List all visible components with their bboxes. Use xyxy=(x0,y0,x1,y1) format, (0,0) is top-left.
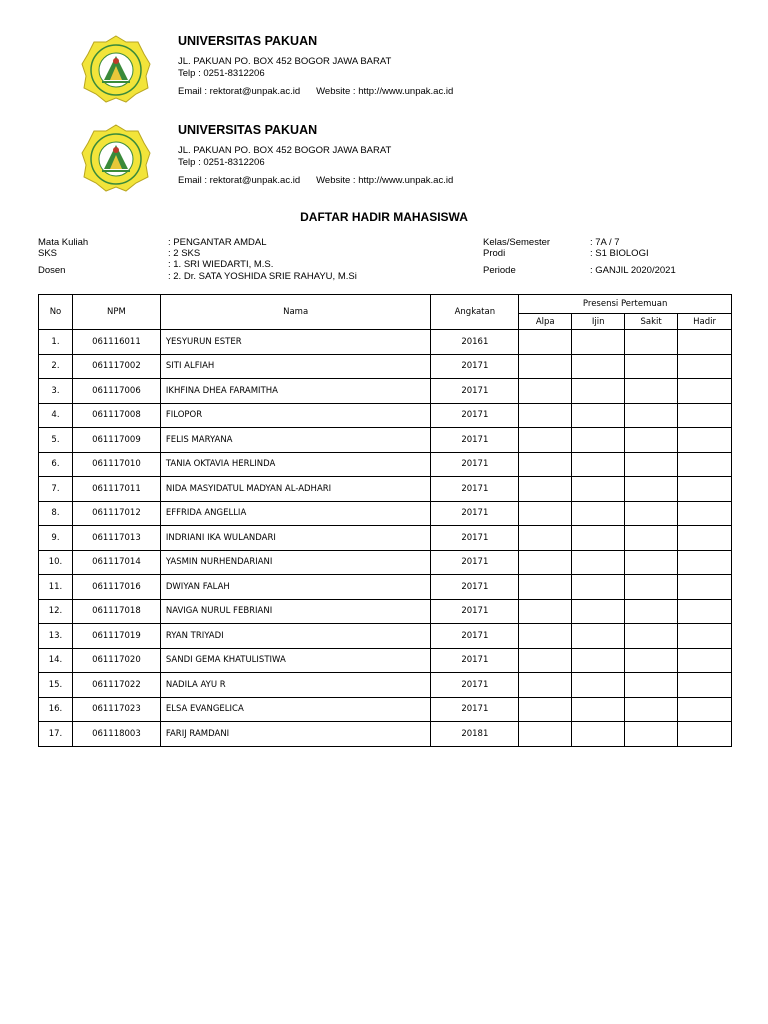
row-nama: DWIYAN FALAH xyxy=(160,575,431,600)
presensi-hadir-cell xyxy=(678,452,732,477)
row-no: 8. xyxy=(39,501,73,526)
row-npm: 061117016 xyxy=(72,575,160,600)
presensi-ijin-cell xyxy=(572,379,625,404)
periode-value: : GANJIL 2020/2021 xyxy=(590,265,676,276)
row-nama: IKHFINA DHEA FARAMITHA xyxy=(160,379,431,404)
table-row xyxy=(39,648,732,673)
university-telp: Telp : 0251-8312206 xyxy=(178,68,265,79)
table-row xyxy=(39,550,732,575)
university-logo-icon xyxy=(80,123,152,195)
row-no: 5. xyxy=(39,428,73,453)
header-ijin: Ijin xyxy=(572,314,625,330)
table-row xyxy=(39,722,732,747)
row-nama: NADILA AYU R xyxy=(160,673,431,698)
row-angkatan: 20171 xyxy=(431,403,519,428)
presensi-ijin-cell xyxy=(572,624,625,649)
row-angkatan: 20171 xyxy=(431,501,519,526)
presensi-ijin-cell xyxy=(572,697,625,722)
university-name: UNIVERSITAS PAKUAN xyxy=(178,34,318,48)
presensi-alpa-cell xyxy=(519,697,572,722)
presensi-sakit-cell xyxy=(625,575,678,600)
presensi-alpa-cell xyxy=(519,354,572,379)
university-address: JL. PAKUAN PO. BOX 452 BOGOR JAWA BARAT xyxy=(178,56,392,67)
header-presensi: Presensi Pertemuan xyxy=(519,295,732,314)
prodi-label: Prodi xyxy=(483,248,506,259)
row-nama: YESYURUN ESTER xyxy=(160,330,431,355)
presensi-ijin-cell xyxy=(572,330,625,355)
row-npm: 061117011 xyxy=(72,477,160,502)
row-angkatan: 20171 xyxy=(431,428,519,453)
presensi-hadir-cell xyxy=(678,501,732,526)
presensi-alpa-cell xyxy=(519,673,572,698)
header-sakit: Sakit xyxy=(625,314,678,330)
row-no: 16. xyxy=(39,697,73,722)
presensi-sakit-cell xyxy=(625,354,678,379)
presensi-sakit-cell xyxy=(625,403,678,428)
presensi-ijin-cell xyxy=(572,673,625,698)
presensi-alpa-cell xyxy=(519,379,572,404)
presensi-sakit-cell xyxy=(625,624,678,649)
table-row xyxy=(39,697,732,722)
row-npm: 061117019 xyxy=(72,624,160,649)
row-nama: FARIJ RAMDANI xyxy=(160,722,431,747)
presensi-hadir-cell xyxy=(678,722,732,747)
presensi-sakit-cell xyxy=(625,697,678,722)
row-nama: SITI ALFIAH xyxy=(160,354,431,379)
presensi-alpa-cell xyxy=(519,330,572,355)
presensi-hadir-cell xyxy=(678,599,732,624)
row-no: 11. xyxy=(39,575,73,600)
header-nama: Nama xyxy=(160,295,431,330)
presensi-sakit-cell xyxy=(625,428,678,453)
presensi-sakit-cell xyxy=(625,501,678,526)
row-npm: 061117008 xyxy=(72,403,160,428)
row-no: 17. xyxy=(39,722,73,747)
row-npm: 061117013 xyxy=(72,526,160,551)
header-hadir: Hadir xyxy=(678,314,732,330)
presensi-alpa-cell xyxy=(519,452,572,477)
presensi-alpa-cell xyxy=(519,722,572,747)
row-angkatan: 20171 xyxy=(431,379,519,404)
dosen-value-1: : 1. SRI WIEDARTI, M.S. xyxy=(168,259,274,270)
university-name: UNIVERSITAS PAKUAN xyxy=(178,123,318,137)
presensi-hadir-cell xyxy=(678,624,732,649)
presensi-sakit-cell xyxy=(625,477,678,502)
kelas-label: Kelas/Semester xyxy=(483,237,551,248)
presensi-sakit-cell xyxy=(625,330,678,355)
row-npm: 061117006 xyxy=(72,379,160,404)
presensi-hadir-cell xyxy=(678,648,732,673)
presensi-alpa-cell xyxy=(519,624,572,649)
row-angkatan: 20171 xyxy=(431,624,519,649)
row-npm: 061117023 xyxy=(72,697,160,722)
presensi-hadir-cell xyxy=(678,575,732,600)
presensi-alpa-cell xyxy=(519,575,572,600)
presensi-hadir-cell xyxy=(678,550,732,575)
presensi-ijin-cell xyxy=(572,477,625,502)
presensi-hadir-cell xyxy=(678,673,732,698)
row-nama: FILOPOR xyxy=(160,403,431,428)
table-row xyxy=(39,501,732,526)
dosen-label: Dosen xyxy=(38,265,66,276)
row-no: 1. xyxy=(39,330,73,355)
table-row xyxy=(39,526,732,551)
presensi-sakit-cell xyxy=(625,379,678,404)
presensi-ijin-cell xyxy=(572,648,625,673)
row-angkatan: 20171 xyxy=(431,673,519,698)
presensi-ijin-cell xyxy=(572,354,625,379)
document-title: DAFTAR HADIR MAHASISWA xyxy=(300,210,468,224)
table-row xyxy=(39,403,732,428)
email-text: Email : rektorat@unpak.ac.id xyxy=(178,175,301,186)
university-telp: Telp : 0251-8312206 xyxy=(178,157,265,168)
row-no: 13. xyxy=(39,624,73,649)
letterhead-2 xyxy=(80,121,680,201)
row-npm: 061117012 xyxy=(72,501,160,526)
row-nama: FELIS MARYANA xyxy=(160,428,431,453)
presensi-ijin-cell xyxy=(572,722,625,747)
presensi-hadir-cell xyxy=(678,330,732,355)
row-npm: 061117020 xyxy=(72,648,160,673)
row-angkatan: 20171 xyxy=(431,648,519,673)
row-angkatan: 20171 xyxy=(431,477,519,502)
row-nama: ELSA EVANGELICA xyxy=(160,697,431,722)
row-no: 15. xyxy=(39,673,73,698)
table-row xyxy=(39,428,732,453)
table-row xyxy=(39,330,732,355)
row-npm: 061118003 xyxy=(72,722,160,747)
row-no: 7. xyxy=(39,477,73,502)
row-npm: 061116011 xyxy=(72,330,160,355)
presensi-ijin-cell xyxy=(572,526,625,551)
presensi-ijin-cell xyxy=(572,501,625,526)
row-angkatan: 20171 xyxy=(431,575,519,600)
row-angkatan: 20171 xyxy=(431,354,519,379)
contact-line xyxy=(178,175,453,186)
presensi-alpa-cell xyxy=(519,403,572,428)
letterhead-1 xyxy=(80,32,680,112)
presensi-alpa-cell xyxy=(519,648,572,673)
row-no: 3. xyxy=(39,379,73,404)
row-no: 4. xyxy=(39,403,73,428)
row-no: 6. xyxy=(39,452,73,477)
presensi-sakit-cell xyxy=(625,550,678,575)
header-no: No xyxy=(39,295,73,330)
presensi-ijin-cell xyxy=(572,575,625,600)
row-no: 12. xyxy=(39,599,73,624)
presensi-ijin-cell xyxy=(572,403,625,428)
row-angkatan: 20171 xyxy=(431,697,519,722)
presensi-alpa-cell xyxy=(519,550,572,575)
presensi-sakit-cell xyxy=(625,452,678,477)
row-angkatan: 20171 xyxy=(431,550,519,575)
row-angkatan: 20161 xyxy=(431,330,519,355)
row-no: 9. xyxy=(39,526,73,551)
table-row xyxy=(39,354,732,379)
presensi-ijin-cell xyxy=(572,452,625,477)
row-angkatan: 20171 xyxy=(431,599,519,624)
table-row xyxy=(39,575,732,600)
row-nama: SANDI GEMA KHATULISTIWA xyxy=(160,648,431,673)
row-angkatan: 20181 xyxy=(431,722,519,747)
row-angkatan: 20171 xyxy=(431,526,519,551)
presensi-hadir-cell xyxy=(678,379,732,404)
presensi-sakit-cell xyxy=(625,526,678,551)
presensi-ijin-cell xyxy=(572,428,625,453)
row-nama: RYAN TRIYADI xyxy=(160,624,431,649)
email-text: Email : rektorat@unpak.ac.id xyxy=(178,86,301,97)
presensi-sakit-cell xyxy=(625,648,678,673)
presensi-ijin-cell xyxy=(572,550,625,575)
attendance-table xyxy=(38,294,732,747)
university-address: JL. PAKUAN PO. BOX 452 BOGOR JAWA BARAT xyxy=(178,145,392,156)
row-nama: YASMIN NURHENDARIANI xyxy=(160,550,431,575)
row-angkatan: 20171 xyxy=(431,452,519,477)
table-row xyxy=(39,379,732,404)
mata-kuliah-value: : PENGANTAR AMDAL xyxy=(168,237,267,248)
presensi-alpa-cell xyxy=(519,599,572,624)
row-npm: 061117010 xyxy=(72,452,160,477)
presensi-alpa-cell xyxy=(519,501,572,526)
header-angkatan: Angkatan xyxy=(431,295,519,330)
mata-kuliah-label: Mata Kuliah xyxy=(38,237,89,248)
presensi-hadir-cell xyxy=(678,697,732,722)
presensi-ijin-cell xyxy=(572,599,625,624)
row-npm: 061117002 xyxy=(72,354,160,379)
row-npm: 061117018 xyxy=(72,599,160,624)
presensi-sakit-cell xyxy=(625,599,678,624)
header-alpa: Alpa xyxy=(519,314,572,330)
periode-label: Periode xyxy=(483,265,516,276)
presensi-alpa-cell xyxy=(519,477,572,502)
presensi-hadir-cell xyxy=(678,354,732,379)
contact-line xyxy=(178,86,453,97)
sks-label: SKS xyxy=(38,248,58,259)
row-npm: 061117022 xyxy=(72,673,160,698)
sks-value: : 2 SKS xyxy=(168,248,201,259)
row-no: 10. xyxy=(39,550,73,575)
presensi-hadir-cell xyxy=(678,477,732,502)
presensi-hadir-cell xyxy=(678,428,732,453)
website-text: Website : http://www.unpak.ac.id xyxy=(316,175,454,186)
presensi-sakit-cell xyxy=(625,722,678,747)
university-logo-icon xyxy=(80,34,152,106)
kelas-value: : 7A / 7 xyxy=(590,237,620,248)
prodi-value: : S1 BIOLOGI xyxy=(590,248,649,259)
table-row xyxy=(39,477,732,502)
row-nama: TANIA OKTAVIA HERLINDA xyxy=(160,452,431,477)
presensi-alpa-cell xyxy=(519,526,572,551)
presensi-alpa-cell xyxy=(519,428,572,453)
row-nama: INDRIANI IKA WULANDARI xyxy=(160,526,431,551)
table-row xyxy=(39,599,732,624)
table-row xyxy=(39,624,732,649)
header-npm: NPM xyxy=(72,295,160,330)
table-row xyxy=(39,452,732,477)
row-npm: 061117014 xyxy=(72,550,160,575)
presensi-hadir-cell xyxy=(678,403,732,428)
presensi-sakit-cell xyxy=(625,673,678,698)
row-nama: NIDA MASYIDATUL MADYAN AL-ADHARI xyxy=(160,477,431,502)
row-no: 14. xyxy=(39,648,73,673)
row-npm: 061117009 xyxy=(72,428,160,453)
row-nama: EFFRIDA ANGELLIA xyxy=(160,501,431,526)
row-no: 2. xyxy=(39,354,73,379)
website-text: Website : http://www.unpak.ac.id xyxy=(316,86,454,97)
table-row xyxy=(39,673,732,698)
row-nama: NAVIGA NURUL FEBRIANI xyxy=(160,599,431,624)
dosen-value-2: : 2. Dr. SATA YOSHIDA SRIE RAHAYU, M.Si xyxy=(168,271,357,282)
presensi-hadir-cell xyxy=(678,526,732,551)
